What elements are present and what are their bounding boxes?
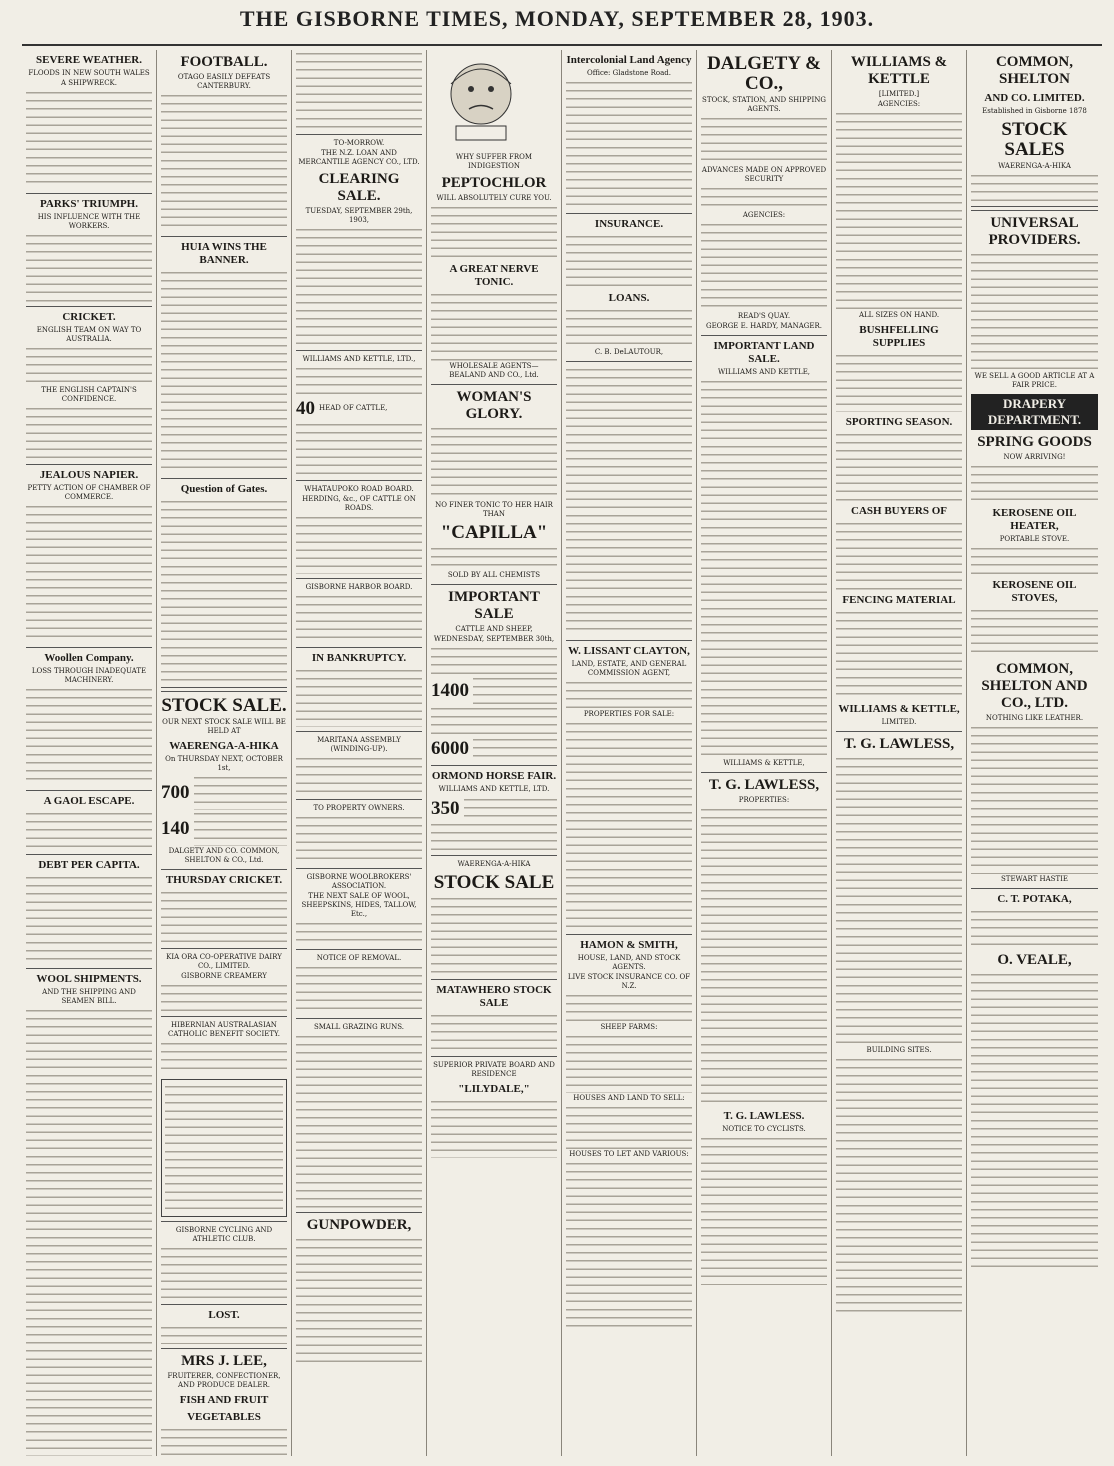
article-text — [431, 895, 557, 975]
article-text — [296, 421, 422, 476]
divider — [431, 855, 557, 856]
subhead: WILLIAMS & KETTLE, — [723, 759, 805, 767]
subhead: LIVE STOCK INSURANCE CO. OF N.Z. — [567, 973, 691, 990]
divider — [26, 306, 152, 307]
article-text — [296, 920, 422, 945]
headline: SPORTING SEASON. — [845, 416, 953, 428]
divider — [701, 772, 827, 773]
subhead: KIA ORA CO-OPERATIVE DAIRY CO., LIMITED. — [166, 953, 282, 970]
headline: SPRING GOODS — [977, 434, 1092, 450]
subhead: WHY SUFFER FROM INDIGESTION — [455, 153, 533, 170]
subhead: HOUSE, LAND, AND STOCK AGENTS. — [577, 954, 681, 971]
divider — [161, 1348, 287, 1349]
subhead: GEORGE E. HARDY, MANAGER. — [705, 322, 822, 330]
divider — [161, 1016, 287, 1017]
article-text — [971, 172, 1098, 202]
headline: CRICKET. — [62, 311, 116, 323]
subhead: ALL SIZES ON HAND. — [858, 311, 940, 319]
headline: HUIA WINS THE BANNER. — [181, 241, 267, 266]
divider — [161, 687, 287, 692]
article-text — [566, 307, 692, 347]
article-text — [26, 89, 152, 189]
article-text — [161, 92, 287, 232]
subhead: GISBORNE HARBOR BOARD. — [305, 583, 413, 591]
article-text — [161, 1426, 287, 1456]
article-text — [701, 185, 827, 210]
article-text — [836, 755, 962, 1045]
article-text — [971, 545, 1098, 575]
article-text — [431, 425, 557, 500]
article-text — [566, 720, 692, 930]
subhead: T. G. LAWLESS. — [723, 1110, 805, 1122]
subhead: C. B. DeLAUTOUR, — [594, 348, 664, 356]
headline: STOCK SALES — [1001, 119, 1068, 160]
divider — [566, 640, 692, 641]
article-text — [296, 1033, 422, 1208]
headline: IN BANKRUPTCY. — [311, 652, 407, 664]
auctioneers: DALGETY AND CO. COMMON, SHELTON & CO., Ltd. — [168, 847, 280, 864]
article-text — [701, 115, 827, 165]
divider — [161, 869, 287, 870]
divider — [296, 799, 422, 800]
headline: Woollen Company. — [44, 652, 134, 664]
article-text — [296, 593, 422, 643]
subhead: MARITANA ASSEMBLY (WINDING-UP). — [317, 736, 401, 753]
article-text — [296, 1236, 422, 1366]
subhead: Established in Gisborne 1878 — [982, 107, 1087, 115]
article-text — [165, 1083, 283, 1213]
article-text — [464, 796, 558, 820]
article-text — [161, 1245, 287, 1300]
subhead: "LILYDALE," — [458, 1083, 530, 1095]
subhead: GISBORNE CYCLING AND ATHLETIC CLUB. — [175, 1226, 273, 1243]
subhead: FLOODS IN NEW SOUTH WALES — [28, 69, 150, 77]
headline: SEVERE WEATHER. — [36, 54, 142, 66]
divider — [431, 1056, 557, 1057]
subhead: PROPERTIES FOR SALE: — [583, 710, 675, 718]
lot-row — [296, 395, 422, 421]
article-text — [971, 971, 1098, 1271]
subhead: HERDING, &c., OF CATTLE ON ROADS. — [302, 495, 416, 512]
subhead: On THURSDAY NEXT, OCTOBER 1st, — [165, 755, 283, 772]
article-text — [26, 503, 152, 643]
divider — [161, 478, 287, 479]
subhead: OTAGO EASILY DEFEATS CANTERBURY. — [177, 73, 271, 90]
divider — [296, 949, 422, 950]
article-text — [971, 251, 1098, 371]
divider — [296, 1018, 422, 1019]
column-1 — [22, 50, 157, 1456]
article-text — [296, 226, 422, 346]
subhead: WILLIAMS AND KETTLE, LTD., — [302, 355, 416, 363]
drapery-banner: DRAPERY DEPARTMENT. — [971, 394, 1098, 430]
subhead: Office: Gladstone Road. — [587, 69, 671, 77]
divider — [26, 464, 152, 465]
article-text — [431, 821, 557, 851]
subhead: LOSS THROUGH INADEQUATE MACHINERY. — [31, 667, 147, 684]
headline: DEBT PER CAPITA. — [38, 859, 140, 871]
subhead: WAERENGA-A-HIKA — [457, 860, 531, 868]
lot-row — [431, 735, 557, 761]
headline: CLEARING SALE. — [318, 171, 400, 204]
article-text — [836, 609, 962, 699]
lot-number: 350 — [431, 798, 460, 819]
divider — [296, 1212, 422, 1213]
subhead: TO-MORROW. — [333, 139, 385, 147]
lodge-notice — [161, 1079, 287, 1217]
headline: THURSDAY CRICKET. — [165, 874, 283, 886]
headline: T. G. LAWLESS, — [843, 736, 955, 752]
divider — [26, 790, 152, 791]
divider — [161, 948, 287, 949]
headline: WILLIAMS & KETTLE, — [838, 703, 960, 715]
subhead: WHOLESALE AGENTS— BEALAND AND CO., Ltd. — [449, 362, 539, 379]
divider — [971, 888, 1098, 889]
subhead: AND THE SHIPPING AND SEAMEN BILL. — [42, 988, 136, 1005]
article-text — [566, 233, 692, 288]
article-text — [26, 1007, 152, 1456]
article-text — [26, 810, 152, 850]
headline: JEALOUS NAPIER. — [39, 469, 139, 481]
article-text — [26, 874, 152, 964]
article-text — [194, 810, 288, 846]
article-text — [701, 221, 827, 311]
headline: COMMON, SHELTON — [995, 54, 1074, 87]
subhead: TUESDAY, SEPTEMBER 29th, 1903, — [305, 207, 413, 224]
subhead: SUPERIOR PRIVATE BOARD AND RESIDENCE — [433, 1061, 555, 1078]
headline: PARKS' TRIUMPH. — [40, 198, 138, 210]
headline: INSURANCE. — [594, 218, 664, 230]
divider — [431, 765, 557, 766]
headline: DALGETY & CO., — [707, 53, 821, 94]
headline: GUNPOWDER, — [306, 1217, 412, 1233]
headline: IMPORTANT SALE — [448, 589, 540, 622]
subhead: CATTLE AND SHEEP, — [455, 625, 533, 633]
article-text — [701, 1135, 827, 1285]
subhead: NO FINER TONIC TO HER HAIR THAN — [435, 501, 553, 518]
lot-row — [431, 795, 557, 821]
subhead: SMALL GRAZING RUNS. — [313, 1023, 405, 1031]
article-text — [836, 1056, 962, 1316]
article-text — [194, 774, 288, 810]
subhead: VEGETABLES — [187, 1411, 261, 1423]
article-text — [296, 667, 422, 727]
article-text — [836, 110, 962, 310]
subhead: PROPERTIES: — [738, 796, 790, 804]
article-text — [161, 1040, 287, 1075]
headline: WILLIAMS & KETTLE — [850, 54, 948, 87]
article-text — [971, 463, 1098, 503]
columns — [22, 50, 1102, 1456]
divider — [296, 480, 422, 481]
subhead: NOTICE OF REMOVAL. — [316, 954, 402, 962]
headline: WOOL SHIPMENTS. — [36, 973, 142, 985]
article-text — [431, 645, 557, 675]
divider — [431, 979, 557, 980]
subhead: GISBORNE WOOLBROKERS' ASSOCIATION. — [306, 873, 412, 890]
subhead: SHEEP FARMS: — [600, 1023, 658, 1031]
masthead-rule — [22, 44, 1102, 46]
column-5 — [562, 50, 697, 1456]
subhead: NOW ARRIVING! — [1003, 453, 1066, 461]
headline: HAMON & SMITH, — [580, 939, 678, 951]
subhead: AGENCIES: — [742, 211, 786, 219]
divider — [431, 584, 557, 585]
subhead: BUSHFELLING SUPPLIES — [859, 324, 939, 349]
article-text — [701, 378, 827, 758]
masthead — [0, 6, 1114, 40]
article-text — [566, 992, 692, 1022]
subhead: NOTHING LIKE LEATHER. — [985, 714, 1084, 722]
headline: FOOTBALL. — [180, 54, 268, 70]
divider — [296, 868, 422, 869]
article-text — [26, 686, 152, 786]
divider — [701, 335, 827, 336]
headline: COMMON, SHELTON AND CO., LTD. — [981, 661, 1088, 711]
subhead: WILL ABSOLUTELY CURE YOU. — [436, 194, 552, 202]
article-text — [161, 889, 287, 944]
article-text — [836, 520, 962, 590]
headline: MRS J. LEE, — [181, 1353, 267, 1369]
article-text — [431, 291, 557, 361]
divider — [161, 1221, 287, 1222]
article-text — [431, 705, 557, 735]
subhead: [LIMITED.] — [878, 90, 920, 98]
column-6 — [697, 50, 832, 1456]
newspaper-title: THE GISBORNE TIMES, MONDAY, SEPTEMBER 28, 1903. — [239, 6, 875, 31]
headline: STOCK SALE. — [161, 695, 287, 716]
column-2 — [157, 50, 292, 1456]
divider — [26, 854, 152, 855]
divider — [296, 134, 422, 135]
subhead: THE NEXT SALE OF WOOL, SHEEPSKINS, HIDES, TALLOW, Etc., — [301, 892, 417, 918]
subhead: LIMITED. — [881, 718, 917, 726]
divider — [971, 206, 1098, 211]
headline: IMPORTANT LAND SALE. — [713, 340, 815, 365]
article-text — [566, 1104, 692, 1149]
article-text — [296, 964, 422, 1014]
subhead: FRUITERER, CONFECTIONER, AND PRODUCE DEALER. — [167, 1372, 281, 1389]
headline: PEPTOCHLOR — [441, 175, 547, 191]
divider — [566, 934, 692, 935]
article-text — [566, 79, 692, 209]
subhead: STOCK, STATION, AND SHIPPING AGENTS. — [702, 96, 826, 113]
headline: W. LISSANT CLAYTON, — [568, 645, 690, 657]
subhead: HIBERNIAN AUSTRALASIAN CATHOLIC BENEFIT SOCIETY. — [168, 1021, 280, 1038]
divider — [26, 193, 152, 194]
headline: ORMOND HORSE FAIR. — [431, 770, 557, 782]
subhead: SOLD BY ALL CHEMISTS — [447, 571, 541, 579]
divider — [296, 578, 422, 579]
headline: A GAOL ESCAPE. — [43, 795, 135, 807]
article-text — [836, 431, 962, 501]
headline: STOCK SALE — [433, 872, 555, 893]
subhead: WAERENGA-A-HIKA — [998, 162, 1071, 170]
article-text — [161, 982, 287, 1012]
lot-row — [431, 675, 557, 705]
subhead: A SHIPWRECK. — [60, 79, 118, 87]
subhead: THE N.Z. LOAN AND MERCANTILE AGENCY CO., LTD. — [298, 149, 420, 166]
headline: LOST. — [208, 1309, 240, 1321]
divider — [161, 236, 287, 237]
article-text — [26, 345, 152, 385]
article-text — [473, 736, 557, 760]
article-text — [161, 269, 287, 474]
article-text — [473, 675, 557, 705]
headline: WOMAN'S GLORY. — [456, 389, 532, 422]
lot-number: 1400 — [431, 680, 469, 701]
divider — [161, 1304, 287, 1305]
article-text — [566, 679, 692, 709]
subhead: BUILDING SITES. — [866, 1046, 932, 1054]
lot-number: 40 — [296, 398, 315, 419]
article-text — [161, 498, 287, 683]
article-text — [971, 908, 1098, 948]
lot-row — [161, 810, 287, 846]
headline: KEROSENE OIL STOVES, — [992, 579, 1077, 604]
advert-illustration — [431, 54, 531, 144]
column-7 — [832, 50, 967, 1456]
lot-number: 140 — [161, 818, 190, 839]
subhead: AND CO. LIMITED. — [984, 92, 1085, 104]
headline: UNIVERSAL PROVIDERS. — [988, 215, 1081, 248]
headline: "CAPILLA" — [440, 522, 548, 543]
subhead: WILLIAMS AND KETTLE, — [717, 368, 811, 376]
subhead: READ'S QUAY. — [737, 312, 791, 320]
headline: CASH BUYERS OF — [851, 505, 947, 517]
divider — [296, 350, 422, 351]
headline: C. T. POTAKA, — [997, 893, 1072, 905]
article-text — [161, 1324, 287, 1344]
lot-number: 6000 — [431, 738, 469, 759]
subhead: LAND, ESTATE, AND GENERAL COMMISSION AGENT, — [571, 660, 687, 677]
divider — [431, 384, 557, 385]
subhead: A GREAT NERVE TONIC. — [449, 263, 539, 288]
subhead: HOUSES AND LAND TO SELL: — [573, 1094, 685, 1102]
article-text — [431, 1098, 557, 1158]
subhead: ENGLISH TEAM ON WAY TO AUSTRALIA. — [36, 326, 142, 343]
divider — [296, 731, 422, 732]
subhead: WHATAUPOKO ROAD BOARD. — [304, 485, 414, 493]
subhead: STEWART HASTIE — [1000, 875, 1069, 883]
divider — [836, 731, 962, 732]
subhead: AGENCIES: — [877, 100, 921, 108]
subhead: NOTICE TO CYCLISTS. — [722, 1125, 806, 1133]
headline: T. G. LAWLESS, — [708, 777, 820, 793]
subhead: PORTABLE STOVE. — [999, 535, 1070, 543]
subhead: GISBORNE CREAMERY — [181, 972, 267, 980]
subhead: WILLIAMS AND KETTLE, LTD. — [438, 785, 550, 793]
article-text — [296, 365, 422, 395]
headline: FENCING MATERIAL — [842, 594, 956, 606]
subhead: HIS INFLUENCE WITH THE WORKERS. — [37, 213, 141, 230]
subhead: THE ENGLISH CAPTAIN'S CONFIDENCE. — [41, 386, 137, 403]
column-4 — [427, 50, 562, 1456]
headline: O. VEALE, — [997, 952, 1072, 968]
column-3 — [292, 50, 427, 1456]
subhead: FISH AND FRUIT — [179, 1394, 269, 1406]
subhead: ADVANCES MADE ON APPROVED SECURITY — [701, 166, 827, 183]
article-text — [431, 1012, 557, 1052]
divider — [26, 647, 152, 648]
subhead: TO PROPERTY OWNERS. — [313, 804, 405, 812]
subhead: WEDNESDAY, SEPTEMBER 30th, — [433, 635, 555, 643]
lot-number: 700 — [161, 782, 190, 803]
place-name: WAERENGA-A-HIKA — [169, 740, 279, 752]
divider — [566, 361, 692, 362]
headline: KEROSENE OIL HEATER, — [992, 507, 1077, 532]
subhead: OUR NEXT STOCK SALE WILL BE HELD AT — [162, 718, 286, 735]
divider — [566, 213, 692, 214]
article-text — [836, 352, 962, 412]
headline: Intercolonial Land Agency — [566, 54, 692, 66]
column-8 — [967, 50, 1102, 1456]
divider — [26, 968, 152, 969]
subhead: HOUSES TO LET AND VARIOUS: — [569, 1150, 689, 1158]
article-text — [296, 755, 422, 795]
headline: Question of Gates. — [180, 483, 268, 495]
divider — [296, 647, 422, 648]
article-text — [566, 1160, 692, 1330]
subhead: WE SELL A GOOD ARTICLE AT A FAIR PRICE. — [974, 372, 1095, 389]
article-text — [971, 724, 1098, 874]
lot-label: HEAD OF CATTLE, — [319, 403, 388, 412]
article-text — [296, 50, 422, 130]
article-text — [971, 607, 1098, 657]
article-text — [26, 232, 152, 302]
article-text — [701, 806, 827, 1106]
article-text — [26, 405, 152, 460]
article-text — [566, 366, 692, 636]
lot-row — [161, 774, 287, 810]
article-text — [296, 814, 422, 864]
subhead: PETTY ACTION OF CHAMBER OF COMMERCE. — [27, 484, 151, 501]
subhead: MATAWHERO STOCK SALE — [436, 984, 552, 1009]
article-text — [296, 514, 422, 574]
article-text — [431, 204, 557, 259]
article-text — [431, 545, 557, 570]
article-text — [566, 1033, 692, 1093]
headline: LOANS. — [608, 292, 650, 304]
